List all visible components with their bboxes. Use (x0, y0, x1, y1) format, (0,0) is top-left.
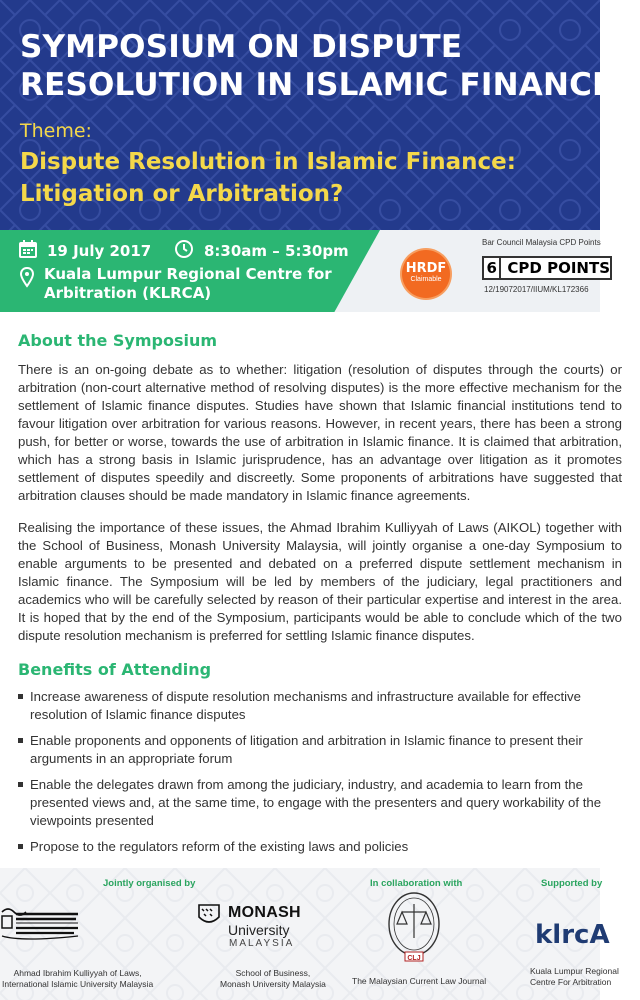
theme-line-1: Dispute Resolution in Islamic Finance: (20, 149, 516, 175)
theme-text (20, 146, 600, 210)
iium-caption (2, 968, 153, 990)
venue-line-2: Arbitration (KLRCA) (44, 284, 212, 302)
benefit-item: Increase awareness of dispute resolution mechanisms and infrastructure available for effective resolution of Islamic finance disputes (18, 688, 602, 724)
title-line-2: RESOLUTION IN ISLAMIC FINANCE (20, 67, 614, 103)
klrca-caption (530, 966, 619, 988)
klrca-logo: klrcA (535, 920, 610, 950)
benefit-item: Propose to the regulators reform of the existing laws and policies (18, 838, 602, 856)
iium-caption-line-2: International Islamic University Malaysia (2, 979, 154, 989)
footer-organisers (0, 868, 619, 1000)
klrca-caption-line-2: Centre For Arbitration (530, 977, 612, 987)
benefit-item: Enable proponents and opponents of litigation and arbitration in Islamic finance to present their arguments in an appropriate forum (18, 732, 602, 768)
cpd-points-box (482, 256, 612, 280)
event-date-text: 19 July 2017 (47, 242, 152, 260)
hrdf-sub-label: Claimable (410, 276, 442, 283)
about-heading: About the Symposium (18, 331, 218, 350)
header-banner (0, 0, 614, 230)
iium-caption-line-1: Ahmad Ibrahim Kulliyyah of Laws, (13, 968, 142, 978)
calendar-icon (18, 239, 38, 263)
location-pin-icon (20, 267, 34, 291)
event-date (18, 239, 151, 263)
monash-caption (220, 968, 326, 990)
venue-line-1: Kuala Lumpur Regional Centre for (44, 265, 332, 283)
clj-seal-logo (383, 890, 445, 964)
event-time-text: 8:30am – 5:30pm (204, 242, 349, 260)
organised-by-label: Jointly organised by (103, 878, 196, 889)
event-title (20, 28, 640, 104)
benefit-item: Enable the delegates drawn from among the judiciary, industry, and academia to learn from the presented views and, at the same time, to engage with the presenters and query workability of the viewpoints presented (18, 776, 602, 830)
monash-crest-icon (198, 904, 220, 926)
monash-logo (198, 904, 308, 954)
monash-country-text: MALAYSIA (229, 938, 295, 949)
venue-text (44, 265, 332, 303)
event-time (174, 239, 349, 263)
collaboration-label: In collaboration with (370, 878, 463, 889)
cpd-reference: 12/19072017/IIUM/KL172366 (484, 285, 589, 294)
title-line-1: SYMPOSIUM ON DISPUTE (20, 29, 463, 65)
hrdf-label: HRDF (405, 261, 447, 276)
theme-line-2: Litigation or Arbitration? (20, 181, 344, 207)
iium-logo (0, 906, 82, 944)
cpd-note: Bar Council Malaysia CPD Points (482, 238, 601, 247)
monash-name: MONASH (228, 904, 301, 921)
monash-university-text: University (228, 922, 290, 938)
cpd-points-label: CPD POINTS (507, 259, 610, 277)
about-paragraph-2: Realising the importance of these issues, the Ahmad Ibrahim Kulliyyah of Laws (AIKOL) together with the School of Business, Monash University Malaysia, will jointly organise a one-day Symposium to enable arguments to be presented and debated on a preferred dispute settlement mechanism in Islamic finance. The Symposium will be led by members of the judiciary, legal practitioners and academics who will be carefully selected by reason of their particular expertise and interest in the area. It is hoped that by the end of the Symposium, participants would be able to conclude which of the two dispute resolution mechanism is preferred for settling Islamic finance disputes. (18, 520, 622, 643)
monash-caption-line-1: School of Business, (235, 968, 311, 978)
benefits-heading: Benefits of Attending (18, 660, 212, 679)
cpd-points-number: 6 (484, 258, 501, 278)
benefits-list (18, 688, 602, 864)
klrca-caption-line-1: Kuala Lumpur Regional (530, 966, 619, 976)
supported-by-label: Supported by (541, 878, 603, 889)
about-paragraph-1: There is an on-going debate as to whether: litigation (resolution of disputes through the courts) or arbitration (non-court alternative method of resolving disputes) is the more effective mechanism for the settlement of Islamic finance disputes. Studies have shown that Islamic financial institutions tend to favour litigation over arbitration for various reasons. However, in recent years, there has been a strong push, for better or worse, towards the use of arbitration in Islamic finance. It is claimed that arbitration, which has a strong basis in Islamic jurisprudence, has an advantage over litigation as it promotes settlement of disputes speedily and discreetly. Some proponents of arbitrations have suggested that arbitration clauses should be made mandatory in Islamic finance agreements. (18, 362, 622, 503)
theme-label: Theme: (20, 120, 92, 142)
clock-icon (174, 239, 194, 263)
hrdf-claimable-badge (402, 250, 450, 298)
event-venue (20, 265, 332, 303)
monash-caption-line-2: Monash University Malaysia (220, 979, 326, 989)
clj-caption: The Malaysian Current Law Journal (352, 976, 487, 986)
clj-mark: CLJ (407, 955, 421, 962)
